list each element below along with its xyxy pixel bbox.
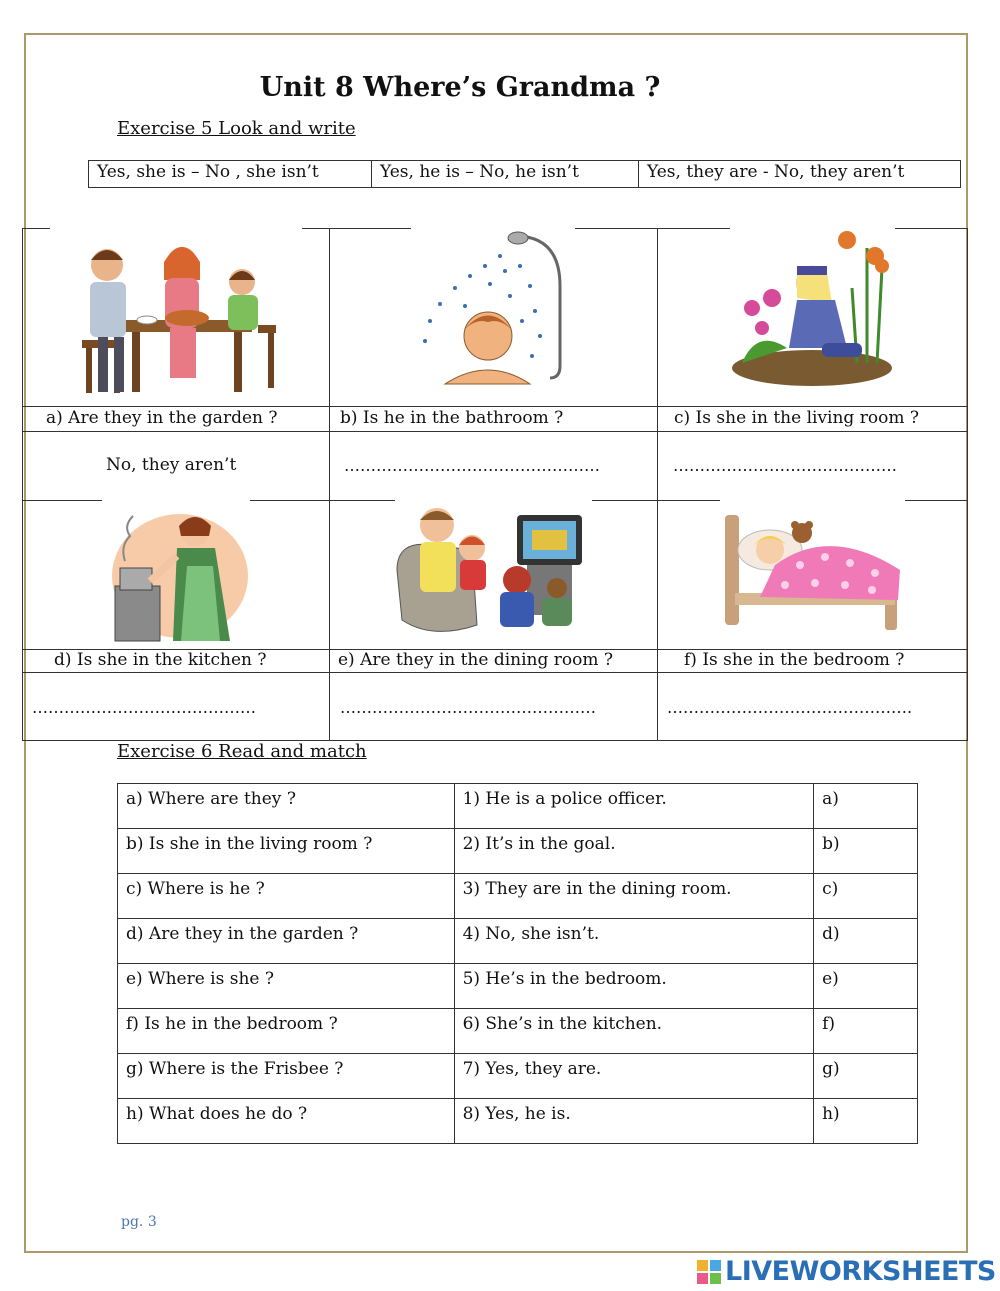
answer-option-they: Yes, they are - No, they aren’t <box>647 162 905 182</box>
question-a: a) Are they in the garden ? <box>46 408 278 428</box>
question-d: d) Is she in the kitchen ? <box>54 650 267 670</box>
table-row <box>118 874 918 919</box>
page-number: pg. 3 <box>121 1214 157 1230</box>
family-eating-image <box>62 240 282 395</box>
answer-e-blank[interactable]: ………………………………………… <box>340 698 596 717</box>
question-b: b) Is he in the bathroom ? <box>340 408 564 428</box>
answer-option-he: Yes, he is – No, he isn’t <box>372 161 639 187</box>
match-question: g) Where is the Frisbee ? <box>118 1054 455 1099</box>
girl-sleeping-image <box>720 505 905 635</box>
question-f: f) Is she in the bedroom ? <box>684 650 905 670</box>
match-answer-cell[interactable]: g) <box>814 1054 918 1099</box>
match-response: 6) She’s in the kitchen. <box>454 1009 814 1054</box>
answer-option-she: Yes, she is – No , she isn’t <box>89 161 372 187</box>
match-question: b) Is she in the living room ? <box>118 829 455 874</box>
table-row <box>118 964 918 1009</box>
table-row <box>118 829 918 874</box>
match-answer-cell[interactable]: e) <box>814 964 918 1009</box>
girl-gardening-image <box>727 228 897 388</box>
match-question: a) Where are they ? <box>118 784 455 829</box>
question-e: e) Are they in the dining room ? <box>338 650 614 670</box>
answer-d-blank[interactable]: …………………………………… <box>32 698 256 717</box>
question-c: c) Is she in the living room ? <box>674 408 919 428</box>
liveworksheets-logo <box>697 1256 996 1287</box>
table-row <box>118 1099 918 1144</box>
answer-a: No, they aren’t <box>106 455 237 475</box>
answer-options-box <box>88 160 961 188</box>
woman-cooking-image <box>105 506 250 646</box>
match-question: f) Is he in the bedroom ? <box>118 1009 455 1054</box>
match-question: d) Are they in the garden ? <box>118 919 455 964</box>
match-answer-cell[interactable]: h) <box>814 1099 918 1144</box>
match-answer-cell[interactable]: d) <box>814 919 918 964</box>
match-question: h) What does he do ? <box>118 1099 455 1144</box>
exercise5-heading: Exercise 5 Look and write <box>117 118 356 139</box>
match-response: 4) No, she isn’t. <box>454 919 814 964</box>
match-response: 7) Yes, they are. <box>454 1054 814 1099</box>
answer-f-blank[interactable]: ………………………………………. <box>667 698 913 717</box>
match-answer-cell[interactable]: c) <box>814 874 918 919</box>
exercise6-heading: Exercise 6 Read and match <box>117 741 367 762</box>
match-answer-cell[interactable]: b) <box>814 829 918 874</box>
table-row <box>118 1054 918 1099</box>
match-question: c) Where is he ? <box>118 874 455 919</box>
match-response: 5) He’s in the bedroom. <box>454 964 814 1009</box>
answer-c-blank[interactable]: …………………………………… <box>673 456 897 475</box>
family-tv-image <box>392 500 592 645</box>
match-response: 3) They are in the dining room. <box>454 874 814 919</box>
match-answer-cell[interactable]: a) <box>814 784 918 829</box>
boy-shower-image <box>410 226 580 386</box>
logo-text: LIVEWORKSHEETS <box>725 1256 996 1287</box>
match-table <box>117 783 918 1144</box>
match-response: 1) He is a police officer. <box>454 784 814 829</box>
match-response: 8) Yes, he is. <box>454 1099 814 1144</box>
answer-b-blank[interactable]: ………………………………………… <box>344 456 600 475</box>
table-row <box>118 784 918 829</box>
match-question: e) Where is she ? <box>118 964 455 1009</box>
match-response: 2) It’s in the goal. <box>454 829 814 874</box>
logo-tiles-icon <box>697 1260 721 1284</box>
table-row <box>118 919 918 964</box>
match-answer-cell[interactable]: f) <box>814 1009 918 1054</box>
page-title: Unit 8 Where’s Grandma ? <box>259 72 661 103</box>
table-row <box>118 1009 918 1054</box>
